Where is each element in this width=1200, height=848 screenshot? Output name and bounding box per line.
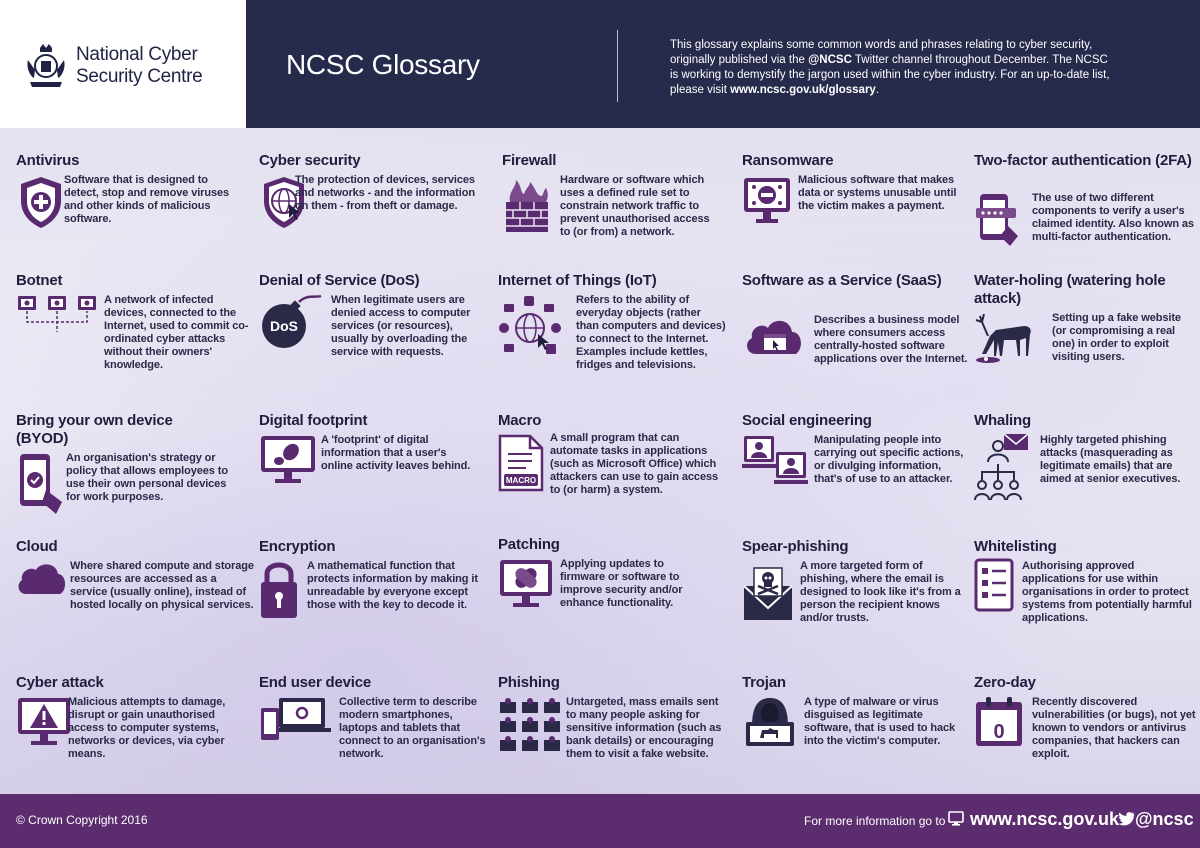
entry-byod bbox=[16, 412, 242, 503]
term-title: Phishing bbox=[498, 674, 560, 691]
term-title: Internet of Things (IoT) bbox=[498, 272, 657, 289]
entry-zero-day bbox=[974, 674, 1200, 760]
twitter-bird-icon bbox=[1117, 811, 1135, 827]
term-definition: A 'footprint' of digital information that a user's online activity leaves behind. bbox=[321, 434, 471, 472]
term-definition: A more targeted form of phishing, where the email is designed to look like it's from a person the recipient knows and/or trusts. bbox=[800, 560, 961, 624]
intro-part-2: Twitter channel throughout December. The NCSC is working to demystify the jargon used within the cyber industry. For an up-to-date list, please visit bbox=[670, 54, 1110, 96]
org-chart-email-icon bbox=[974, 434, 1032, 504]
entry-encryption bbox=[259, 538, 485, 611]
entry-spear-phishing bbox=[742, 538, 968, 624]
term-title: Trojan bbox=[742, 674, 786, 691]
term-title: Water-holing (watering hole attack) bbox=[974, 272, 1166, 307]
entry-cloud bbox=[16, 538, 254, 611]
phone-password-icon bbox=[974, 192, 1024, 248]
twitter-link[interactable]: @ncsc bbox=[1135, 809, 1194, 829]
entry-ransomware bbox=[742, 152, 968, 212]
term-definition: A network of infected devices, connected to the Internet, used to commit co-ordinated cyber attacks without their owners' knowledge. bbox=[104, 294, 249, 371]
term-definition: A mathematical function that protects information by making it unreadable by everyone except those with the key to decode it. bbox=[307, 560, 478, 611]
intro-part-1: This glossary explains some common words and phrases relating to cyber security, originally published via the bbox=[670, 39, 1093, 66]
term-title: Whitelisting bbox=[974, 538, 1057, 555]
term-definition: The protection of devices, services and networks - and the information on them - from theft or damage. bbox=[295, 174, 475, 212]
page-title: NCSC Glossary bbox=[286, 49, 480, 80]
term-definition: Hardware or software which uses a defined rule set to constrain network traffic to prevent unauthorised access to (or from) a network. bbox=[560, 174, 710, 238]
term-title: Cyber security bbox=[259, 152, 361, 169]
monitor-icon bbox=[948, 811, 964, 827]
term-title: Social engineering bbox=[742, 412, 872, 429]
entry-saas bbox=[742, 272, 968, 365]
entry-botnet bbox=[16, 272, 249, 371]
intro-part-3: . bbox=[875, 84, 880, 96]
deer-drinking-icon bbox=[974, 312, 1038, 366]
svg-text:DoS: DoS bbox=[270, 318, 298, 334]
term-title: End user device bbox=[259, 674, 372, 691]
two-users-screens-icon bbox=[742, 434, 808, 490]
term-definition: Untargeted, mass emails sent to many people asking for sensitive information (such as bank details) or encouraging them to visit a fake website. bbox=[566, 696, 722, 760]
term-title: Whaling bbox=[974, 412, 1031, 429]
header-divider bbox=[617, 30, 618, 102]
intro-url[interactable]: www.ncsc.gov.uk/glossary bbox=[730, 84, 876, 96]
header bbox=[0, 0, 1200, 128]
entry-macro bbox=[498, 412, 724, 496]
warning-monitor-icon bbox=[16, 696, 72, 750]
term-definition: Manipulating people into carrying out specific actions, or divulging information, that's of use to an attacker. bbox=[814, 434, 964, 485]
skull-envelope-icon bbox=[742, 566, 794, 622]
term-definition: When legitimate users are denied access to computer services (or resources), usually by overloading the service with requests. bbox=[331, 294, 471, 358]
padlock-icon bbox=[259, 560, 299, 620]
entry-antivirus bbox=[16, 152, 242, 225]
brick-wall-fire-icon bbox=[502, 178, 552, 234]
entry-water-holing bbox=[974, 272, 1200, 363]
term-title: Zero-day bbox=[974, 674, 1036, 691]
term-title: Denial of Service (DoS) bbox=[259, 272, 420, 289]
monitor-footprint-icon bbox=[259, 434, 317, 488]
term-definition: Authorising approved applications for use within organisations in order to protect systems from potentially harmful applications. bbox=[1022, 560, 1192, 624]
entry-phishing bbox=[498, 674, 724, 760]
term-title: Cloud bbox=[16, 538, 58, 555]
term-definition: Where shared compute and storage resources are accessed as a service (usually online), instead of hosted locally on physical services. bbox=[70, 560, 254, 611]
connected-globe-icon bbox=[498, 294, 562, 358]
mass-envelopes-icon bbox=[498, 696, 562, 754]
term-definition: Highly targeted phishing attacks (masquerading as legitimate emails) that are aimed at senior executives. bbox=[1040, 434, 1181, 485]
term-definition: Malicious software that makes data or systems unusable until the victim makes a payment. bbox=[798, 174, 957, 212]
logo-panel bbox=[0, 0, 246, 128]
website-link[interactable]: www.ncsc.gov.uk bbox=[970, 809, 1120, 829]
term-definition: A small program that can automate tasks in applications (such as Microsoft Office) which attackers can use to gain access to (or harm) a system. bbox=[550, 432, 719, 496]
monitor-plaster-icon bbox=[498, 558, 554, 612]
entry-2fa bbox=[974, 152, 1200, 243]
term-definition: Applying updates to firmware or software to improve security and/or enhance functionality. bbox=[560, 558, 683, 609]
hand-phone-icon bbox=[16, 452, 66, 516]
shield-plus-icon bbox=[16, 174, 66, 230]
term-title: Cyber attack bbox=[16, 674, 104, 691]
term-definition: Refers to the ability of everyday objects (rather than computers and devices) to connect to the Internet. Examples include kettles, fridges and televisions. bbox=[576, 294, 726, 371]
term-title: Spear-phishing bbox=[742, 538, 849, 555]
term-title: Firewall bbox=[502, 152, 557, 169]
term-definition: Malicious attempts to damage, disrupt or gain unauthorised access to computer systems, networks or devices, via cyber means. bbox=[68, 696, 226, 760]
footer bbox=[0, 794, 1200, 848]
term-definition: The use of two different components to verify a user's claimed identity. Also known as multi-factor authentication. bbox=[1032, 192, 1194, 243]
term-definition: Recently discovered vulnerabilities (or bugs), not yet known to vendors or antivirus companies, that hackers can exploit. bbox=[1032, 696, 1196, 760]
devices-icon bbox=[259, 696, 331, 746]
entry-whitelisting bbox=[974, 538, 1200, 624]
term-title: Ransomware bbox=[742, 152, 834, 169]
term-definition: An organisation's strategy or policy that allows employees to use their own personal devices for work purposes. bbox=[66, 452, 228, 503]
entry-patching bbox=[498, 536, 724, 609]
entry-dos bbox=[259, 272, 485, 358]
glossary-grid bbox=[0, 128, 1200, 794]
term-title: Bring your own device (BYOD) bbox=[16, 412, 173, 447]
term-definition: A type of malware or virus disguised as legitimate software, that is used to hack into the victim's computer. bbox=[804, 696, 956, 747]
checklist-icon bbox=[974, 558, 1014, 612]
calendar-zero-label: 0 bbox=[993, 721, 1005, 743]
dos-bomb-icon bbox=[259, 294, 325, 350]
entry-cyber-attack bbox=[16, 674, 242, 760]
term-title: Two-factor authentication (2FA) bbox=[974, 152, 1192, 169]
more-info-label: For more information go to bbox=[804, 814, 946, 828]
locked-screen-icon bbox=[742, 174, 792, 230]
term-title: Patching bbox=[498, 536, 560, 553]
royal-crest-icon bbox=[24, 40, 68, 90]
entry-iot bbox=[498, 272, 726, 371]
cloud-icon bbox=[16, 560, 68, 596]
term-title: Software as a Service (SaaS) bbox=[742, 272, 942, 289]
term-title: Botnet bbox=[16, 272, 63, 289]
macro-icon-label: MACRO bbox=[505, 476, 537, 485]
entry-digital-footprint bbox=[259, 412, 485, 472]
entry-end-user-device bbox=[259, 674, 486, 760]
term-definition: Collective term to describe modern smartphones, laptops and tablets that connect to an organisation's network. bbox=[339, 696, 486, 760]
botnet-network-icon bbox=[16, 294, 100, 334]
entry-whaling bbox=[974, 412, 1200, 485]
hooded-hacker-icon bbox=[742, 696, 798, 750]
copyright: © Crown Copyright 2016 bbox=[16, 813, 148, 827]
term-definition: Describes a business model where consumers access centrally-hosted software applications over the Internet. bbox=[814, 314, 968, 365]
title-panel bbox=[246, 0, 1200, 128]
intro-handle[interactable]: @NCSC bbox=[808, 54, 852, 66]
entry-trojan bbox=[742, 674, 968, 747]
term-title: Encryption bbox=[259, 538, 336, 555]
org-name: National Cyber Security Centre bbox=[76, 44, 203, 87]
term-definition: Software that is designed to detect, stop and remove viruses and other kinds of malicious software. bbox=[64, 174, 230, 225]
entry-social-engineering bbox=[742, 412, 968, 485]
term-title: Antivirus bbox=[16, 152, 80, 169]
entry-firewall bbox=[502, 152, 728, 238]
intro-text bbox=[670, 38, 1110, 98]
term-definition: Setting up a fake website (or compromising a real one) in order to exploit visiting users. bbox=[1052, 312, 1181, 363]
term-title: Macro bbox=[498, 412, 542, 429]
entry-cyber-security bbox=[259, 152, 485, 212]
term-title: Digital footprint bbox=[259, 412, 368, 429]
cloud-software-icon bbox=[742, 314, 806, 358]
